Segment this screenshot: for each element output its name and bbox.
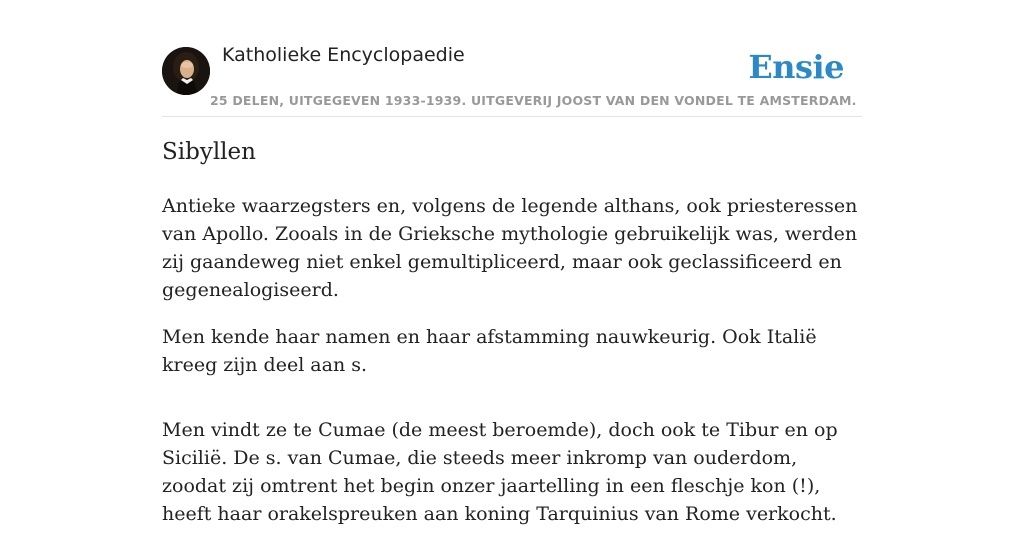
source-meta: 25 DELEN, UITGEGEVEN 1933-1939. UITGEVERIJ JOOST VAN DEN VONDEL TE AMSTERDAM. [210,93,857,108]
article-body [162,192,862,547]
ensie-logo[interactable]: Ensie [748,48,844,86]
source-header [162,0,862,117]
source-title-link[interactable]: Katholieke Encyclopaedie [222,44,465,66]
article-paragraph: Antieke waarzegsters en, volgens de legende althans, ook priesteressen van Apollo. Zooals in de Grieksche mythologie gebruikelijk was, werden zij gaandeweg niet enkel gemultipliceerd, maar ook geclassificeerd en gegenealogiseerd. [162,195,858,301]
article-paragraph: Men kende haar namen en haar afstamming nauwkeurig. Ook Italië kreeg zijn deel aan s. [162,326,817,376]
article-title: Sibyllen [162,139,256,165]
portrait-avatar-icon [162,47,210,95]
article-paragraph: Men vindt ze te Cumae (de meest beroemde), doch ook te Tibur en op Sicilië. De s. van Cumae, die steeds meer inkromp van ouderdom, zoodat zij omtrent het begin onzer jaartelling in een fleschje kon (!), heeft haar orakelspreuken aan koning Tarquinius van Rome verkocht. [162,419,838,525]
source-avatar[interactable] [162,47,210,95]
page [162,0,862,525]
